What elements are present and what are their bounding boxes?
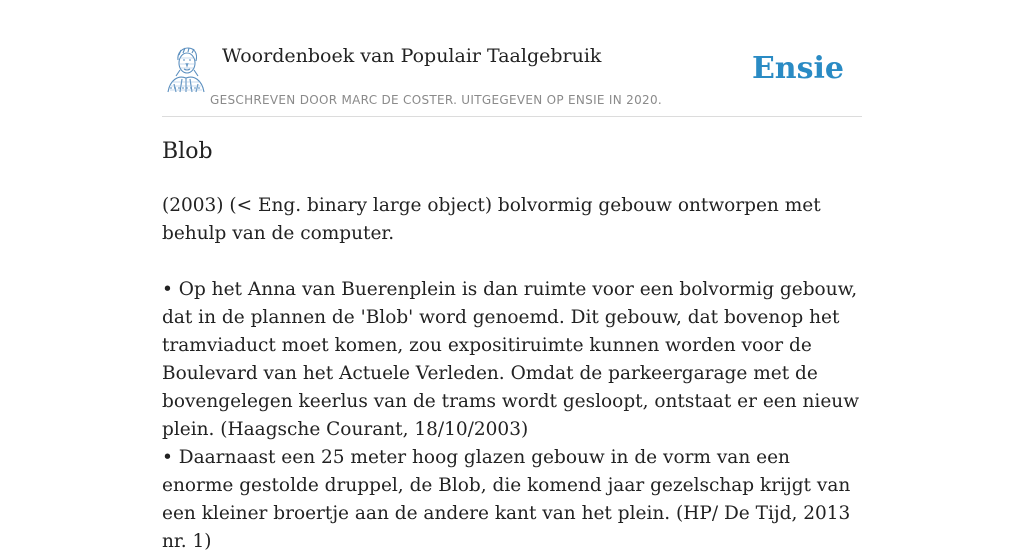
entry-content: [162, 192, 862, 556]
byline: GESCHREVEN DOOR MARC DE COSTER. UITGEGEVEN OP ENSIE IN 2020.: [210, 93, 662, 107]
entry-definition: (2003) (< Eng. binary large object) bolvormig gebouw ontworpen met behulp van de computer.: [162, 195, 821, 244]
quote-item: • Daarnaast een 25 meter hoog glazen gebouw in de vorm van een enorme gestolde druppel, de Blob, die komend jaar gezelschap krijgt van een kleiner broertje aan de andere kant van het plein. (HP/ De Tijd, 2013 nr. 1): [162, 447, 851, 552]
header: [162, 40, 862, 117]
ensie-logo-link[interactable]: Ensie: [751, 51, 844, 86]
quote-item: • Op het Anna van Buerenplein is dan ruimte voor een bolvormig gebouw, dat in de plannen de 'Blob' word genoemd. Dit gebouw, dat bovenop het tramviaduct moet komen, zou expositiruimte kunnen worden voor de Boulevard van het Actuele Verleden. Omdat de parkeergarage met de bovengelegen keerlus van de trams wordt gesloopt, ontstaat er een nieuw plein. (Haagsche Courant, 18/10/2003): [162, 279, 860, 440]
book-title[interactable]: Woordenboek van Populair Taalgebruik: [222, 45, 602, 67]
entry-title: Blob: [162, 139, 213, 164]
author-portrait-icon: [164, 46, 208, 94]
